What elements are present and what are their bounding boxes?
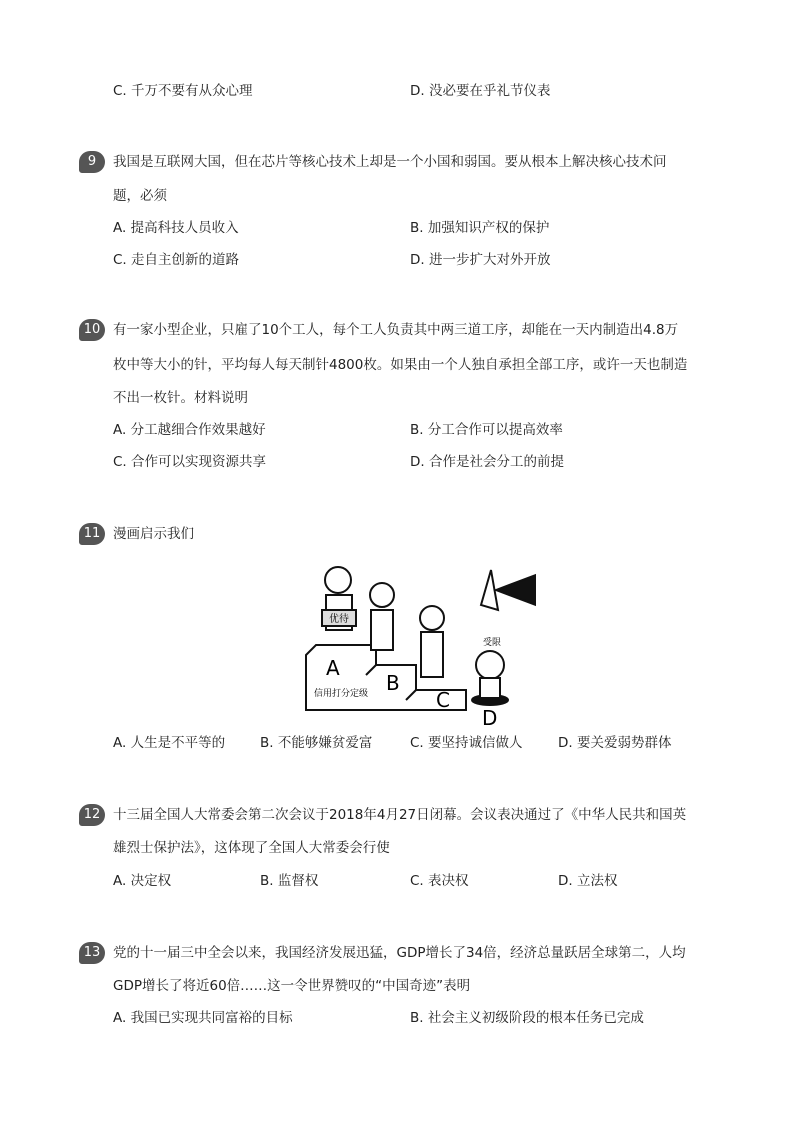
option-b: B. 社会主义初级阶段的根本任务已完成 bbox=[410, 1010, 644, 1026]
step-d-label: D bbox=[482, 706, 498, 730]
step-a-label: A bbox=[326, 656, 340, 680]
option-b: B. 分工合作可以提高效率 bbox=[410, 422, 563, 438]
option-c: C. 要坚持诚信做人 bbox=[410, 735, 523, 751]
question-stem: 党的十一届三中全会以来，我国经济发展迅猛，GDP增长了34倍，经济总量跃居全球第二，人均 bbox=[113, 945, 686, 961]
option-d: D. 没必要在乎礼节仪表 bbox=[410, 83, 551, 99]
question-number-badge: 12 bbox=[79, 804, 105, 826]
option-b: B. 监督权 bbox=[260, 873, 319, 889]
question-stem: 我国是互联网大国，但在芯片等核心技术上却是一个小国和弱国。要从根本上解决核心技术问 bbox=[113, 154, 667, 170]
option-c: C. 走自主创新的道路 bbox=[113, 252, 240, 268]
question-stem: 枚中等大小的针，平均每人每天制针4800枚。如果由一个人独自承担全部工序，或许一天也制造 bbox=[113, 357, 688, 373]
step-c-label: C bbox=[436, 688, 450, 712]
option-a: A. 提高科技人员收入 bbox=[113, 220, 239, 236]
question-number-badge: 10 bbox=[79, 319, 105, 341]
option-d: D. 进一步扩大对外开放 bbox=[410, 252, 551, 268]
option-a: A. 我国已实现共同富裕的目标 bbox=[113, 1010, 293, 1026]
cartoon-image bbox=[296, 550, 536, 730]
question-stem: 题，必须 bbox=[113, 188, 167, 204]
option-c: C. 合作可以实现资源共享 bbox=[113, 454, 267, 470]
question-number-badge: 11 bbox=[79, 523, 105, 545]
option-d: D. 要关爱弱势群体 bbox=[558, 735, 672, 751]
question-stem: 漫画启示我们 bbox=[113, 526, 194, 542]
option-b: B. 不能够嫌贫爱富 bbox=[260, 735, 373, 751]
option-d: D. 立法权 bbox=[558, 873, 618, 889]
option-c: C. 千万不要有从众心理 bbox=[113, 83, 253, 99]
option-a: A. 人生是不平等的 bbox=[113, 735, 226, 751]
question-number-badge: 13 bbox=[79, 942, 105, 964]
hat-label: 受限 bbox=[482, 638, 502, 648]
question-stem: GDP增长了将近60倍……这一令世界赞叹的“中国奇迹”表明 bbox=[113, 978, 471, 994]
option-a: A. 决定权 bbox=[113, 873, 172, 889]
step-b-label: B bbox=[386, 671, 400, 695]
question-stem: 十三届全国人大常委会第二次会议于2018年4月27日闭幕。会议表决通过了《中华人民共和国英 bbox=[113, 807, 687, 823]
option-b: B. 加强知识产权的保护 bbox=[410, 220, 550, 236]
option-c: C. 表决权 bbox=[410, 873, 469, 889]
question-number-badge: 9 bbox=[79, 151, 105, 173]
option-d: D. 合作是社会分工的前提 bbox=[410, 454, 564, 470]
option-a: A. 分工越细合作效果越好 bbox=[113, 422, 266, 438]
question-stem: 雄烈士保护法》，这体现了全国人大常委会行使 bbox=[113, 840, 390, 856]
cartoon-sign: 优待 bbox=[329, 614, 349, 625]
question-stem: 不出一枚针。材料说明 bbox=[113, 390, 248, 406]
step-caption: 信用打分定级 bbox=[314, 689, 369, 699]
question-stem: 有一家小型企业，只雇了10个工人，每个工人负责其中两三道工序，却能在一天内制造出4.8万 bbox=[113, 322, 679, 338]
